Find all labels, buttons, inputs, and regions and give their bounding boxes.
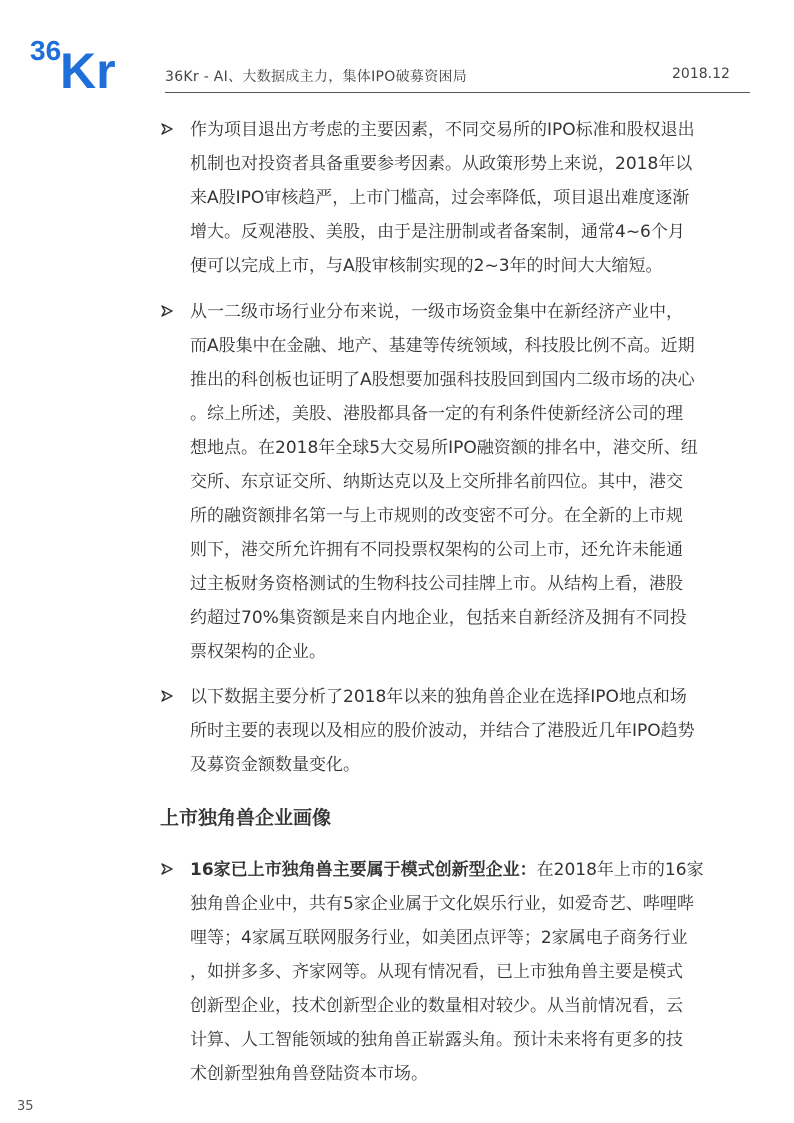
paragraph-line: 术创新型独角兽登陆资本市场。 bbox=[190, 1064, 428, 1084]
paragraph-line: 计算、人工智能领域的独角兽正崭露头角。预计未来将有更多的技 bbox=[190, 1030, 683, 1050]
paragraph-line: 创新型企业，技术创新型企业的数量相对较少。从当前情况看，云 bbox=[190, 996, 683, 1016]
bullet-paragraph bbox=[160, 113, 750, 283]
paragraph-line: 。综上所述，美股、港股都具备一定的有利条件使新经济公司的理 bbox=[190, 404, 683, 424]
paragraph-line: 推出的科创板也证明了A股想要加强科技股回到国内二级市场的决心 bbox=[190, 370, 695, 390]
paragraph-line: 增大。反观港股、美股，由于是注册制或者备案制，通常4~6个月 bbox=[190, 222, 685, 242]
36kr-logo bbox=[30, 30, 140, 90]
paragraph-line: 独角兽企业中，共有5家企业属于文化娱乐行业，如爱奇艺、哔哩哔 bbox=[190, 894, 694, 914]
paragraph-line: 及募资金额数量变化。 bbox=[190, 755, 360, 775]
paragraph-line: 作为项目退出方考虑的主要因素，不同交易所的IPO标准和股权退出 bbox=[190, 120, 695, 140]
section-heading: 上市独角兽企业画像 bbox=[160, 807, 332, 829]
paragraph-line: 票权架构的企业。 bbox=[190, 642, 326, 662]
lead-line-rest: 在2018年上市的16家 bbox=[536, 860, 704, 880]
paragraph-line: 机制也对投资者具备重要参考因素。从政策形势上来说，2018年以 bbox=[190, 154, 693, 174]
svg-text:36: 36 bbox=[30, 35, 62, 66]
header-title: 36Kr - AI、大数据成主力，集体IPO破募资困局 bbox=[165, 69, 468, 85]
page-number: 35 bbox=[17, 1099, 34, 1114]
header-divider bbox=[165, 92, 750, 93]
arrow-bullet-icon bbox=[160, 689, 174, 703]
bold-lead-text: 16家已上市独角兽主要属于模式创新型企业： bbox=[190, 860, 537, 880]
bullet-paragraph bbox=[160, 295, 750, 669]
paragraph-line: 便可以完成上市，与A股审核制实现的2~3年的时间大大缩短。 bbox=[190, 256, 663, 276]
paragraph-line: 所时主要的表现以及相应的股价波动，并结合了港股近几年IPO趋势 bbox=[190, 721, 695, 741]
paragraph-line: 约超过70%集资额是来自内地企业，包括来自新经济及拥有不同投 bbox=[190, 608, 687, 628]
paragraph-line: 而A股集中在金融、地产、基建等传统领域，科技股比例不高。近期 bbox=[190, 336, 695, 356]
paragraph-line: 交所、东京证交所、纳斯达克以及上交所排名前四位。其中，港交 bbox=[190, 472, 683, 492]
header-date: 2018.12 bbox=[672, 66, 730, 82]
paragraph-line: 则下，港交所允许拥有不同投票权架构的公司上市，还允许未能通 bbox=[190, 540, 683, 560]
paragraph-line: ，如拼多多、齐家网等。从现有情况看，已上市独角兽主要是模式 bbox=[190, 962, 683, 982]
bullet-paragraph bbox=[160, 680, 750, 782]
paragraph-line: 所的融资额排名第一与上市规则的改变密不可分。在全新的上市规 bbox=[190, 506, 683, 526]
paragraph-line: 来A股IPO审核趋严，上市门槛高，过会率降低，项目退出难度逐渐 bbox=[190, 188, 690, 208]
paragraph-line: 以下数据主要分析了2018年以来的独角兽企业在选择IPO地点和场 bbox=[190, 687, 687, 707]
paragraph-line: 哩等；4家属互联网服务行业，如美团点评等；2家属电子商务行业 bbox=[190, 928, 688, 948]
arrow-bullet-icon bbox=[160, 862, 174, 876]
arrow-bullet-icon bbox=[160, 122, 174, 136]
arrow-bullet-icon bbox=[160, 304, 174, 318]
svg-text:Kr: Kr bbox=[60, 43, 116, 90]
paragraph-line: 从一二级市场行业分布来说，一级市场资金集中在新经济产业中， bbox=[190, 302, 683, 322]
paragraph-line: 想地点。在2018年全球5大交易所IPO融资额的排名中，港交所、纽 bbox=[190, 438, 698, 458]
paragraph-line bbox=[190, 853, 750, 887]
bullet-paragraph bbox=[160, 853, 750, 1091]
paragraph-line: 过主板财务资格测试的生物科技公司挂牌上市。从结构上看，港股 bbox=[190, 574, 683, 594]
